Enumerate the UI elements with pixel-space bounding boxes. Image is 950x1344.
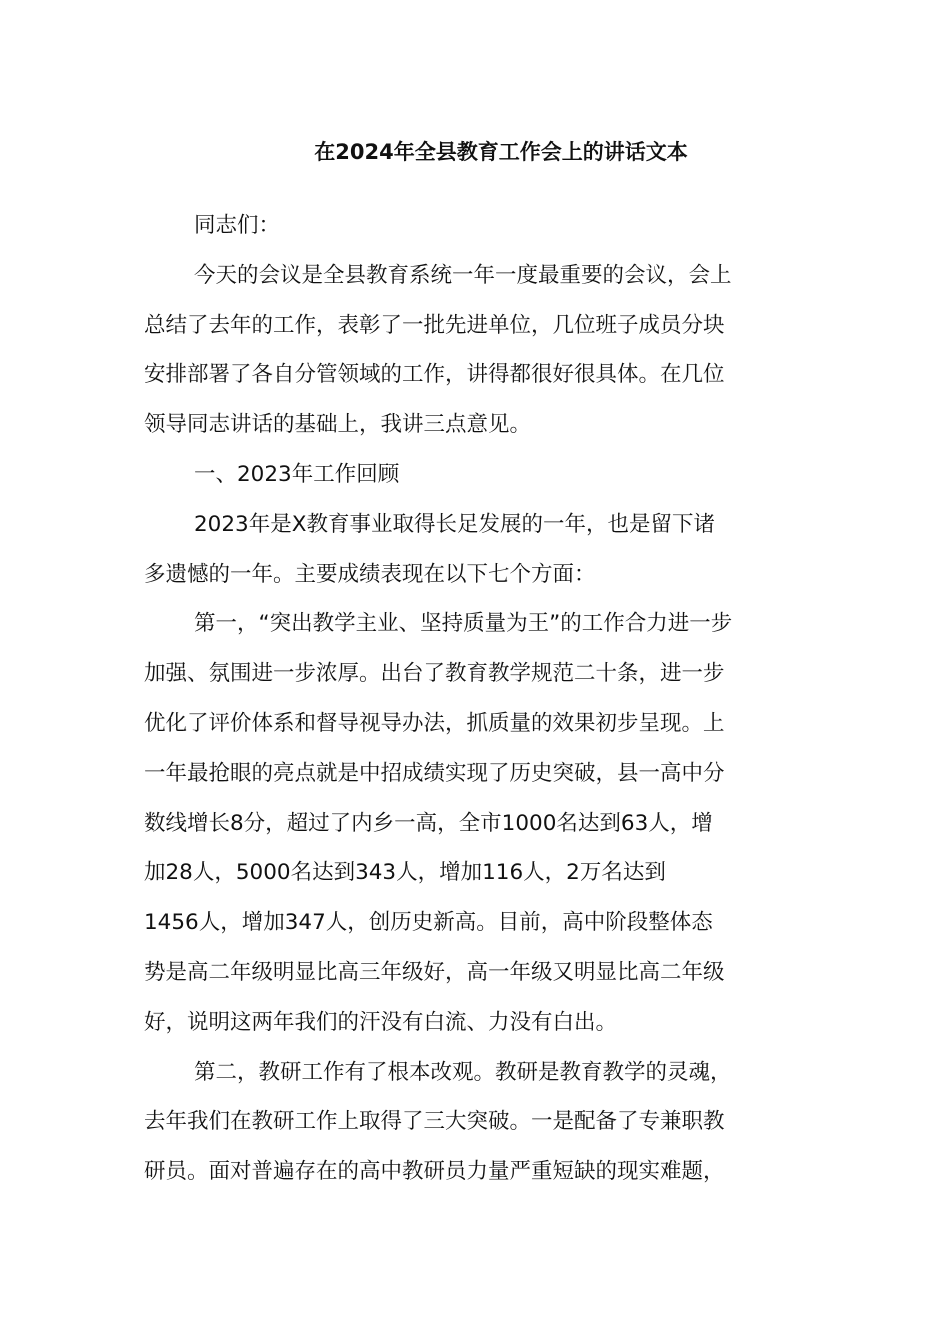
text-line: 加28人，5000名达到343人，增加116人，2万名达到 — [144, 860, 666, 886]
text-line: 今天的会议是全县教育系统一年一度最重要的会议，会上 — [194, 262, 732, 288]
text-line: 1456人，增加347人，创历史新高。目前，高中阶段整体态 — [144, 910, 713, 936]
document-title: 在2024年全县教育工作会上的讲话文本 — [314, 140, 688, 164]
text-line: 同志们： — [194, 213, 281, 238]
text-line: 2023年是X教育事业取得长足发展的一年，也是留下诸 — [194, 511, 715, 537]
text-line: 加强、氛围进一步浓厚。出台了教育教学规范二十条，进一步 — [144, 661, 725, 687]
text-line: 去年我们在教研工作上取得了三大突破。一是配备了专兼职教 — [144, 1109, 725, 1135]
text-line: 势是高二年级明显比高三年级好，高一年级又明显比高二年级 — [144, 959, 725, 985]
text-line: 总结了去年的工作，表彰了一批先进单位，几位班子成员分块 — [144, 312, 725, 338]
text-line: 多遗憾的一年。主要成绩表现在以下七个方面： — [144, 561, 596, 587]
text-line: 数线增长8分，超过了内乡一高，全市1000名达到63人，增 — [144, 810, 713, 836]
text-line: 优化了评价体系和督导视导办法，抓质量的效果初步呈现。上 — [144, 710, 725, 736]
text-line: 研员。面对普遍存在的高中教研员力量严重短缺的现实难题， — [144, 1159, 725, 1185]
text-line: 一年最抢眼的亮点就是中招成绩实现了历史突破，县一高中分 — [144, 760, 725, 786]
text-line: 第二，教研工作有了根本改观。教研是教育教学的灵魂， — [194, 1059, 732, 1085]
text-line: 领导同志讲话的基础上，我讲三点意见。 — [144, 412, 532, 438]
text-line: 一、2023年工作回顾 — [194, 461, 400, 487]
text-line: 第一，“突出教学主业、坚持质量为王”的工作合力进一步 — [194, 611, 733, 637]
text-line: 安排部署了各自分管领域的工作，讲得都很好很具体。在几位 — [144, 362, 725, 388]
document-body — [144, 201, 810, 1197]
text-line: 好，说明这两年我们的汗没有白流、力没有白出。 — [144, 1009, 618, 1035]
